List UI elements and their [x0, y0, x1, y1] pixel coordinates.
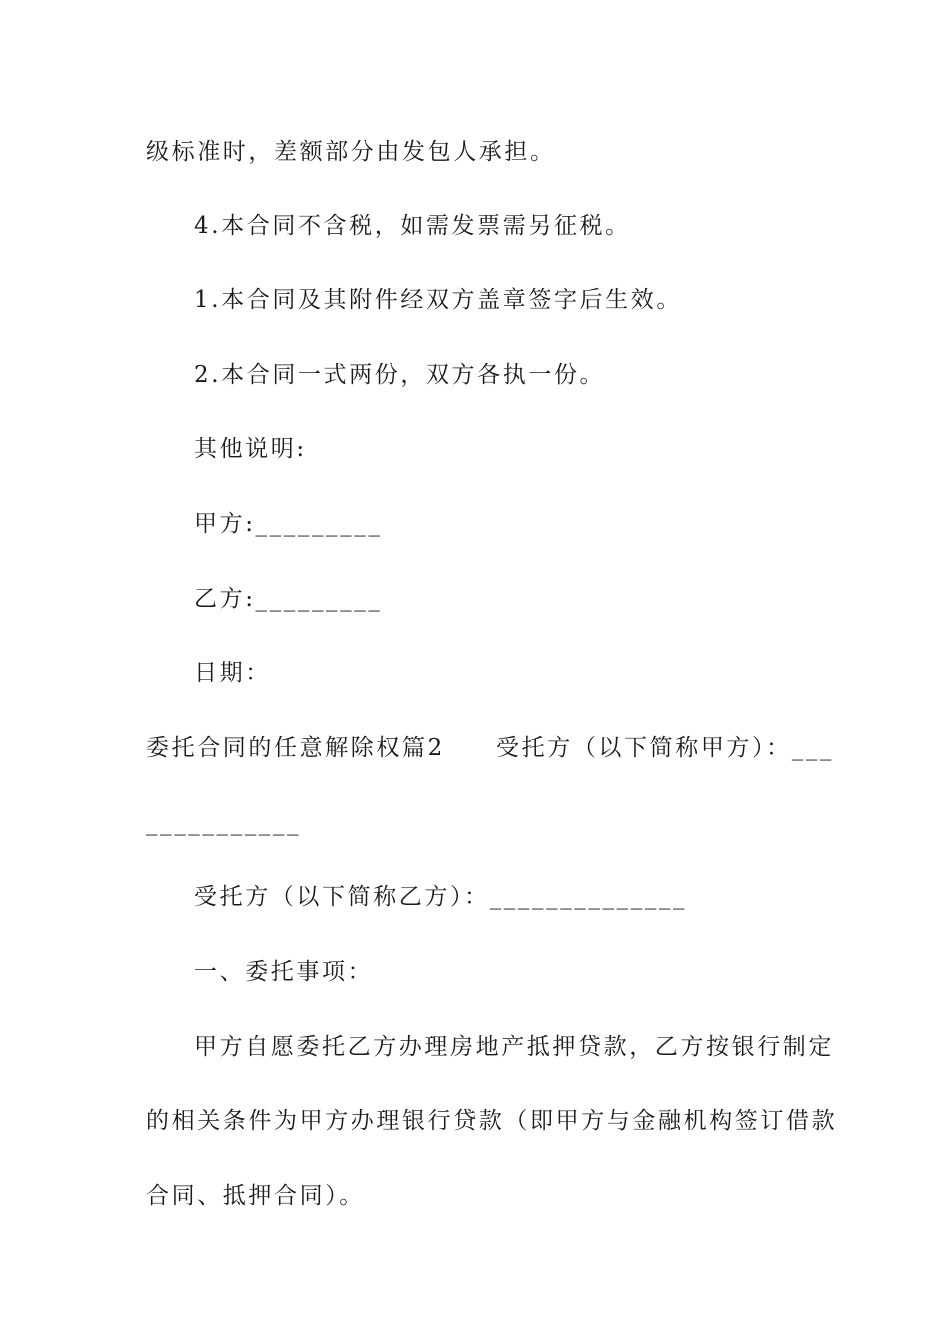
section-title: 一、委托事项： — [194, 959, 374, 985]
party-a-signature-line: 甲方:_________ — [194, 511, 383, 537]
paragraph-line: 甲方自愿委托乙方办理房地产抵押贷款，乙方按银行制定 — [194, 1034, 834, 1060]
blank-fill-line: ___________ — [146, 810, 302, 836]
paragraph-line: 2.本合同一式两份，双方各执一份。 — [194, 362, 606, 388]
party-b-signature-line: 乙方:_________ — [194, 586, 383, 612]
paragraph-line: 合同、抵押合同）。 — [146, 1183, 365, 1209]
section-label: 其他说明: — [194, 436, 307, 462]
paragraph-line: 级标准时，差额部分由发包人承担。 — [146, 139, 556, 165]
paragraph-line: 的相关条件为甲方办理银行贷款（即甲方与金融机构签订借款 — [146, 1108, 838, 1134]
date-line: 日期： — [194, 660, 271, 686]
paragraph-line: 4.本合同不含税，如需发票需另征税。 — [194, 213, 631, 239]
party-b-line: 受托方（以下简称乙方）：______________ — [194, 884, 688, 910]
section-heading: 委托合同的任意解除权篇2 受托方（以下简称甲方）：___ — [146, 735, 835, 761]
paragraph-line: 1.本合同及其附件经双方盖章签字后生效。 — [194, 287, 682, 313]
